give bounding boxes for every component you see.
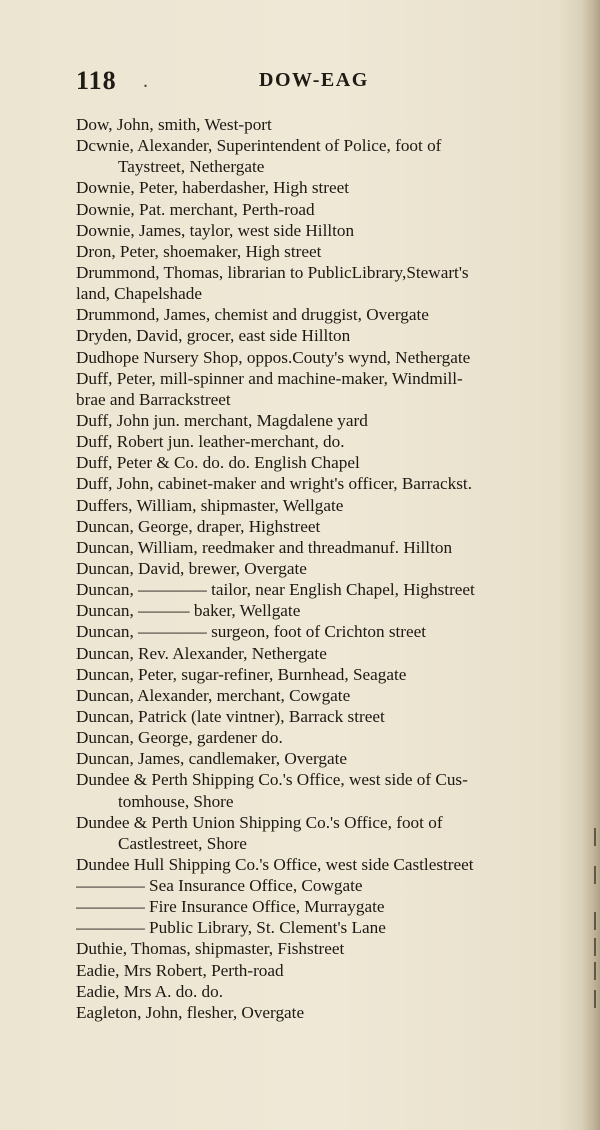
entry-line: Dron, Peter, shoemaker, High street [76,241,322,261]
entry-line: ———— Sea Insurance Office, Cowgate [76,876,363,896]
entry-line: Duncan, James, candlemaker, Overgate [76,749,348,769]
entry-continuation-line: Castlestreet, Shore [118,833,247,853]
binding-mark [594,938,596,956]
entry-line: Duncan, Rev. Alexander, Nethergate [76,643,327,663]
entry-line: Dundee & Perth Shipping Co.'s Office, west side of Cus- [76,770,468,790]
entry-line: ———— Public Library, St. Clement's Lane [76,918,386,938]
entry-continuation-line: tomhouse, Shore [118,791,234,811]
entry-line: Eadie, Mrs A. do. do. [76,981,224,1001]
page-header [76,66,566,96]
entry-line: Duncan, Patrick (late vintner), Barrack street [76,706,385,726]
entry-line: brae and Barrackstreet [76,389,231,409]
entry-line: Duncan, William, reedmaker and threadmanuf. Hillton [76,537,453,557]
entry-line: Dundee & Perth Union Shipping Co.'s Office, foot of [76,812,443,832]
entry-line: Duncan, Alexander, merchant, Cowgate [76,685,351,705]
entry-line: Duthie, Thomas, shipmaster, Fishstreet [76,939,345,959]
entry-line: land, Chapelshade [76,284,203,304]
entry-line: Duncan, George, gardener do. [76,728,283,748]
entry-line: Eagleton, John, flesher, Overgate [76,1002,305,1022]
running-head: DOW-EAG [259,69,369,91]
binding-mark [594,828,596,846]
entry-line: Duncan, ———— tailor, near English Chapel, Highstreet [76,580,475,600]
entry-line: Duncan, Peter, sugar-refiner, Burnhead, Seagate [76,664,407,684]
entry-continuation-line: Taystreet, Nethergate [118,157,265,177]
binding-mark [594,912,596,930]
header-dot: . [143,70,148,92]
entry-line: Downie, James, taylor, west side Hillton [76,220,355,240]
page-edge-shadow [582,0,600,1130]
entry-line: Dow, John, smith, West-port [76,115,272,134]
entry-line: Dcwnie, Alexander, Superintendent of Police, foot of [76,136,442,156]
page-number: 118 [76,66,117,95]
entry-line: Duff, Robert jun. leather-merchant, do. [76,432,345,452]
entry-line: Duffers, William, shipmaster, Wellgate [76,495,344,515]
entry-line: Duncan, ———— surgeon, foot of Crichton street [76,622,427,642]
binding-mark [594,962,596,980]
binding-mark [594,990,596,1008]
entry-line: Downie, Peter, haberdasher, High street [76,178,350,198]
entry-line: Eadie, Mrs Robert, Perth-road [76,960,284,980]
entry-line: Duncan, David, brewer, Overgate [76,558,307,578]
entry-line: Dryden, David, grocer, east side Hillton [76,326,351,346]
entry-line: ———— Fire Insurance Office, Murraygate [76,897,385,917]
entry-line: Duff, Peter, mill-spinner and machine-maker, Windmill- [76,368,463,388]
entry-line: Dudhope Nursery Shop, oppos.Couty's wynd, Nethergate [76,347,471,367]
entry-line: Duff, John, cabinet-maker and wright's officer, Barrackst. [76,474,472,494]
entry-line: Duff, John jun. merchant, Magdalene yard [76,410,368,430]
entry-line: Drummond, Thomas, librarian to PublicLibrary,Stewart's [76,262,469,282]
entry-line: Duncan, George, draper, Highstreet [76,516,321,536]
entry-line: Duncan, ——— baker, Wellgate [76,601,301,621]
entry-line: Drummond, James, chemist and druggist, Overgate [76,305,429,325]
entry-line: Duff, Peter & Co. do. do. English Chapel [76,453,360,473]
binding-mark [594,866,596,884]
directory-entries [76,114,570,1023]
entry-line: Downie, Pat. merchant, Perth-road [76,199,315,219]
entry-line: Dundee Hull Shipping Co.'s Office, west side Castlestreet [76,854,474,874]
